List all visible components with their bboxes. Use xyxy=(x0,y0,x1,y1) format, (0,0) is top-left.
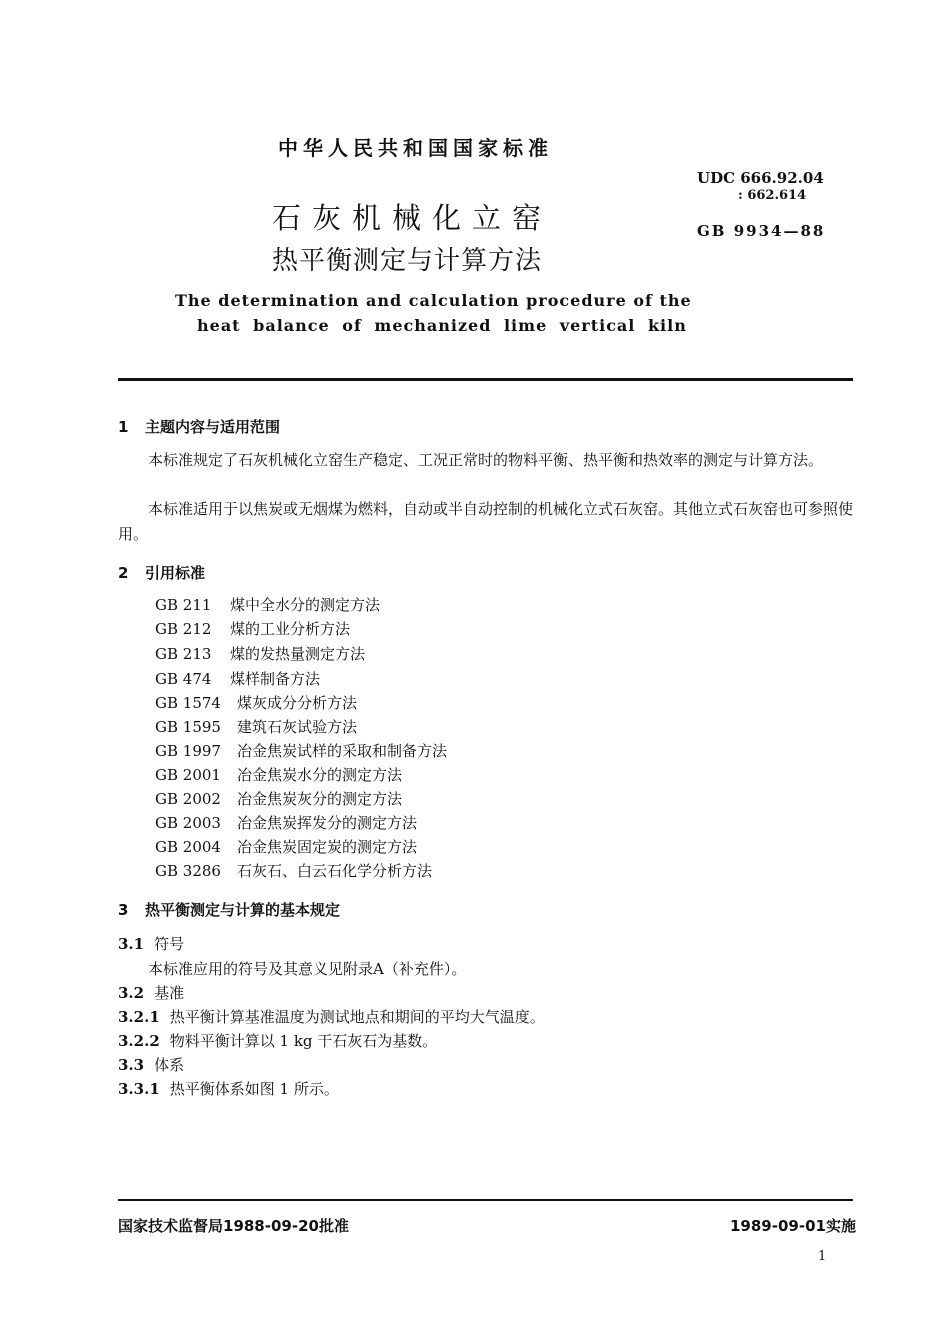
clause-3-3-1 xyxy=(118,1078,339,1099)
reference-title: 冶金焦炭试样的采取和制备方法 xyxy=(237,742,448,760)
standard-org-heading: 中华人民共和国国家标准 xyxy=(278,136,553,160)
clause-number: 3.2.1 xyxy=(118,1008,160,1026)
reference-title: 石灰石、白云石化学分析方法 xyxy=(237,862,433,880)
reference-title: 冶金焦炭水分的测定方法 xyxy=(237,766,403,784)
reference-title: 煤的发热量测定方法 xyxy=(230,645,366,663)
subsection-number: 3.3 xyxy=(118,1056,145,1074)
udc-line-2: : 662.614 xyxy=(738,188,807,203)
reference-item xyxy=(155,643,365,664)
reference-item xyxy=(155,788,402,809)
subsection-number: 3.2 xyxy=(118,984,145,1002)
reference-item xyxy=(155,668,320,689)
reference-code: GB 2001 xyxy=(155,766,221,784)
english-title-line-2: heat balance of mechanized lime vertical kiln xyxy=(197,316,687,335)
reference-title: 煤灰成分分析方法 xyxy=(237,694,358,712)
clause-text: 物料平衡计算以 1 kg 干石灰石为基数。 xyxy=(169,1032,438,1050)
reference-code: GB 213 xyxy=(155,645,212,663)
page-number: 1 xyxy=(818,1249,827,1264)
reference-item xyxy=(155,836,417,857)
approval-date: 国家技术监督局1988-09-20批准 xyxy=(118,1217,349,1235)
reference-title: 冶金焦炭固定炭的测定方法 xyxy=(237,838,418,856)
subsection-3-3 xyxy=(118,1054,184,1075)
footer-divider xyxy=(118,1199,853,1201)
udc-line-1: UDC 666.92.04 xyxy=(697,169,824,187)
subsection-number: 3.1 xyxy=(118,935,145,953)
section-number: 2 xyxy=(118,564,129,582)
english-title-line-1: The determination and calculation procedure of the xyxy=(175,291,692,310)
document-title-line-1: 石灰机械化立窑 xyxy=(272,201,553,235)
reference-code: GB 212 xyxy=(155,620,212,638)
section-2-heading xyxy=(118,562,205,583)
document-title-line-2: 热平衡测定与计算方法 xyxy=(272,246,543,276)
reference-item xyxy=(155,812,417,833)
reference-code: GB 474 xyxy=(155,670,212,688)
clause-text: 热平衡计算基准温度为测试地点和期间的平均大气温度。 xyxy=(169,1008,545,1026)
reference-title: 冶金焦炭灰分的测定方法 xyxy=(237,790,403,808)
section-1-paragraph-1 xyxy=(118,448,858,473)
section-3-heading xyxy=(118,899,340,920)
reference-code: GB 3286 xyxy=(155,862,221,880)
reference-item xyxy=(155,594,380,615)
section-title: 主题内容与适用范围 xyxy=(145,418,281,436)
reference-title: 冶金焦炭挥发分的测定方法 xyxy=(237,814,418,832)
clause-3-2-1 xyxy=(118,1006,545,1027)
reference-code: GB 1574 xyxy=(155,694,221,712)
section-title: 引用标准 xyxy=(145,564,206,582)
reference-code: GB 1595 xyxy=(155,718,221,736)
reference-title: 煤中全水分的测定方法 xyxy=(230,596,381,614)
reference-title: 煤的工业分析方法 xyxy=(230,620,351,638)
subsection-title: 基准 xyxy=(154,984,185,1002)
section-number: 1 xyxy=(118,418,129,436)
reference-item xyxy=(155,860,432,881)
reference-title: 建筑石灰试验方法 xyxy=(237,718,358,736)
paragraph-text: 本标准规定了石灰机械化立窑生产稳定、工况正常时的物料平衡、热平衡和热效率的测定与计算方法。 xyxy=(148,451,824,469)
reference-code: GB 2002 xyxy=(155,790,221,808)
reference-code: GB 1997 xyxy=(155,742,221,760)
reference-code: GB 2004 xyxy=(155,838,221,856)
reference-title: 煤样制备方法 xyxy=(230,670,321,688)
reference-code: GB 211 xyxy=(155,596,212,614)
gb-standard-code: GB 9934—88 xyxy=(697,222,826,240)
section-1-paragraph-2 xyxy=(118,497,858,547)
reference-item xyxy=(155,716,357,737)
paragraph-text: 本标准适用于以焦炭或无烟煤为燃料，自动或半自动控制的机械化立式石灰窑。其他立式石灰窑也可参照使用。 xyxy=(118,500,854,543)
udc-classification xyxy=(697,170,824,204)
subsection-title: 符号 xyxy=(154,935,185,953)
subsection-3-1 xyxy=(118,933,184,954)
subsection-3-1-text: 本标准应用的符号及其意义见附录A（补充件）。 xyxy=(148,960,467,978)
reference-item xyxy=(155,692,357,713)
subsection-3-2 xyxy=(118,982,184,1003)
section-1-heading xyxy=(118,416,280,437)
clause-3-2-2 xyxy=(118,1030,437,1051)
section-title: 热平衡测定与计算的基本规定 xyxy=(145,901,341,919)
clause-number: 3.3.1 xyxy=(118,1080,160,1098)
clause-text: 热平衡体系如图 1 所示。 xyxy=(169,1080,339,1098)
subsection-title: 体系 xyxy=(154,1056,185,1074)
clause-number: 3.2.2 xyxy=(118,1032,160,1050)
reference-item xyxy=(155,764,402,785)
section-number: 3 xyxy=(118,901,129,919)
effective-date: 1989-09-01实施 xyxy=(730,1217,856,1235)
reference-item xyxy=(155,740,447,761)
header-divider xyxy=(118,378,853,381)
reference-item xyxy=(155,618,350,639)
reference-code: GB 2003 xyxy=(155,814,221,832)
